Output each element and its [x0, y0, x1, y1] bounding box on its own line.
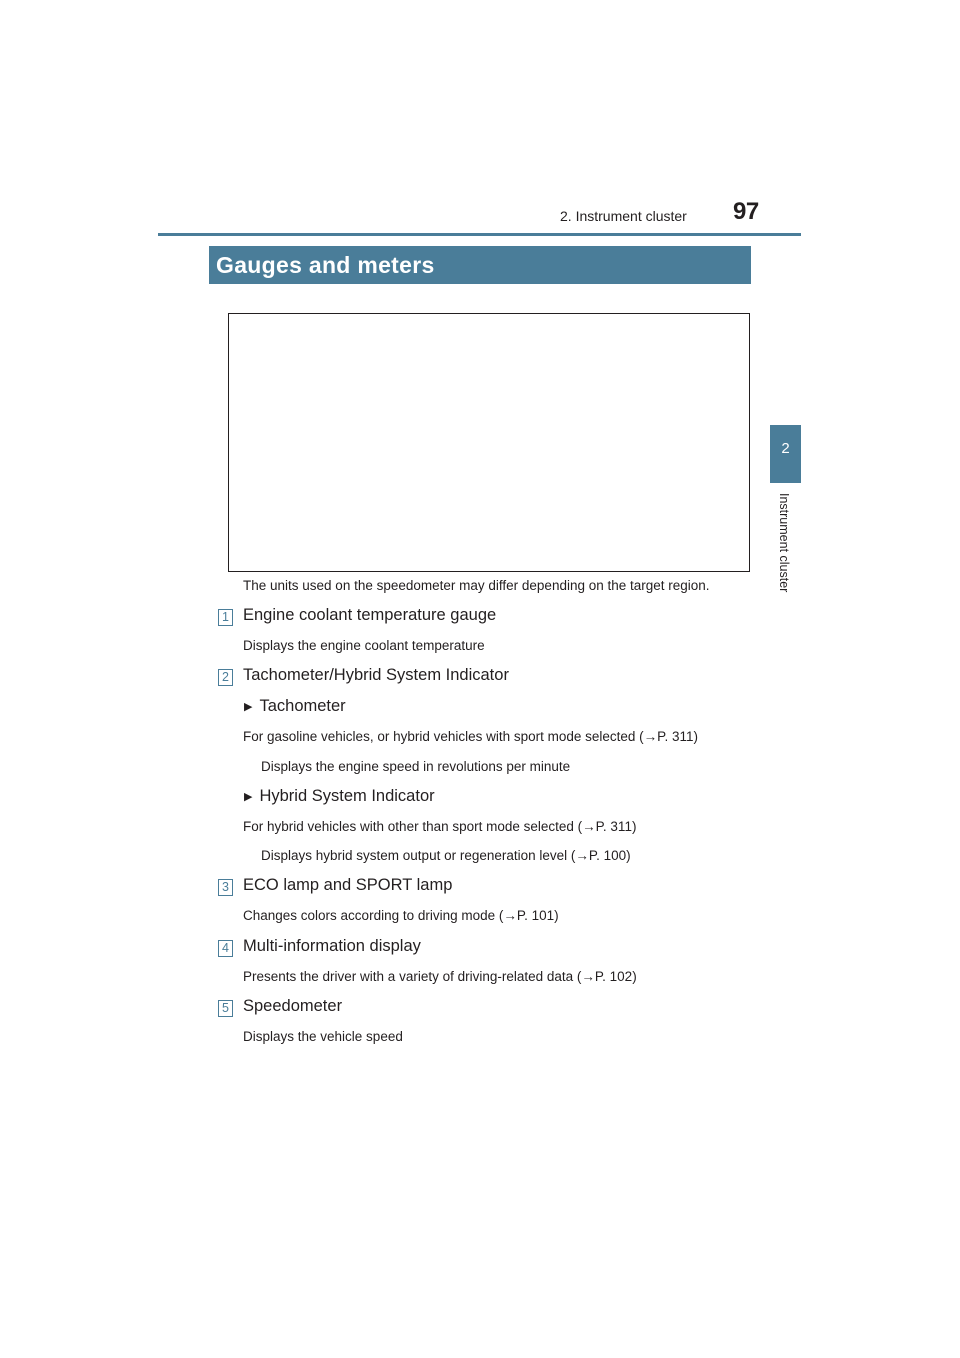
page-number: 97: [733, 198, 759, 225]
item-description: Displays the vehicle speed: [243, 1029, 403, 1044]
sub-item-label: Tachometer: [259, 697, 346, 715]
chapter-tab-label: Instrument cluster: [777, 493, 791, 593]
header-rule: [158, 233, 801, 236]
triangle-bullet-icon: ▶: [244, 791, 253, 803]
sub-item-title: [244, 787, 435, 806]
item-title: Engine coolant temperature gauge: [243, 606, 497, 624]
item-title: ECO lamp and SPORT lamp: [243, 876, 453, 894]
item-number-badge: 2: [218, 669, 233, 686]
chapter-tab-number: 2: [781, 440, 790, 457]
figure-caption: The units used on the speedometer may differ depending on the target region.: [243, 578, 710, 593]
sub-item-condition: For gasoline vehicles, or hybrid vehicles with sport mode selected (→P. 311): [243, 729, 698, 744]
sub-item-title: [244, 697, 346, 716]
page-title: Gauges and meters: [209, 246, 751, 284]
item-number-badge: 1: [218, 609, 233, 626]
sub-item-label: Hybrid System Indicator: [259, 787, 435, 805]
item-number-badge: 5: [218, 1000, 233, 1017]
sub-item-description: Displays the engine speed in revolutions per minute: [261, 759, 571, 774]
item-description: Presents the driver with a variety of driving-related data (→P. 102): [243, 969, 637, 984]
item-title: Tachometer/Hybrid System Indicator: [243, 666, 509, 684]
running-header-section: 2. Instrument cluster: [560, 208, 687, 224]
sub-item-description: Displays hybrid system output or regeneration level (→P. 100): [261, 848, 631, 863]
item-description: Changes colors according to driving mode (→P. 101): [243, 908, 559, 923]
sub-item-condition: For hybrid vehicles with other than sport mode selected (→P. 311): [243, 819, 637, 834]
item-title: Speedometer: [243, 997, 343, 1015]
item-number-badge: 3: [218, 879, 233, 896]
instrument-cluster-figure: [228, 313, 750, 572]
item-number-badge: 4: [218, 940, 233, 957]
triangle-bullet-icon: ▶: [244, 701, 253, 713]
item-description: Displays the engine coolant temperature: [243, 638, 485, 653]
item-title: Multi-information display: [243, 937, 421, 955]
